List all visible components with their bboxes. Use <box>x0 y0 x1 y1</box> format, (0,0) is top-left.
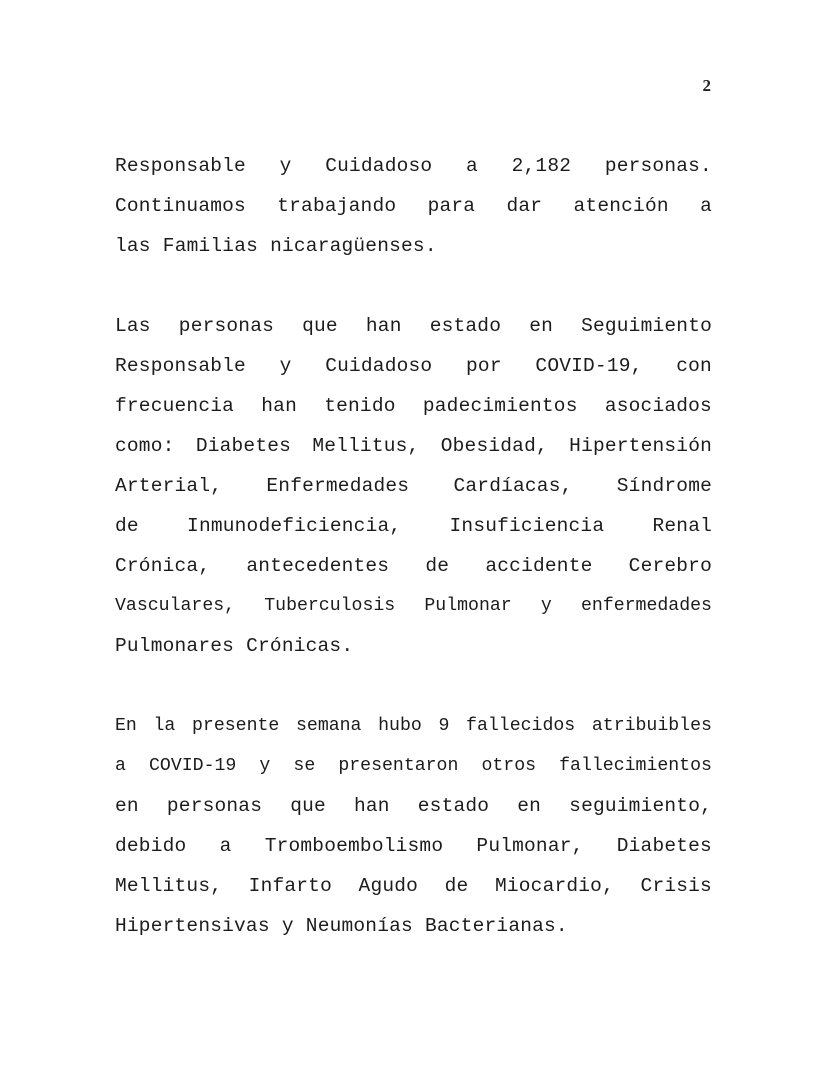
text-line <box>115 186 712 226</box>
page-number: 2 <box>702 76 711 95</box>
word: presente <box>192 716 280 736</box>
word: otros <box>481 756 537 776</box>
text-line <box>115 626 712 666</box>
word: Cardíacas, <box>453 475 573 497</box>
word: Responsable <box>115 355 246 377</box>
word: se <box>293 756 316 776</box>
word: en <box>517 795 542 817</box>
word: a <box>115 756 126 776</box>
text-line <box>115 906 712 946</box>
word: y <box>281 915 294 937</box>
word: accidente <box>485 555 593 577</box>
word: Arterial, <box>115 475 223 497</box>
text-line <box>115 546 712 586</box>
word: Mellitus, <box>312 435 420 457</box>
word: para <box>427 195 476 217</box>
text-line <box>115 706 712 746</box>
word: a <box>700 195 712 217</box>
word: Pulmonar <box>424 596 512 616</box>
word: En <box>115 716 137 736</box>
word: Síndrome <box>616 475 712 497</box>
word: antecedentes <box>246 555 390 577</box>
text-line <box>115 346 712 386</box>
word: Pulmonares <box>115 635 235 657</box>
word: Diabetes <box>616 835 712 857</box>
word: la <box>153 716 176 736</box>
word: COVID-19 <box>149 756 237 776</box>
word: por <box>466 355 502 377</box>
word: Insuficiencia <box>449 515 605 537</box>
word: a <box>466 155 478 177</box>
word: Hipertensivas <box>115 915 270 937</box>
word: a <box>219 835 232 857</box>
word: Familias <box>162 235 259 257</box>
word: padecimientos <box>422 395 578 417</box>
word: Crónicas. <box>246 635 354 657</box>
word: 9 <box>438 716 450 736</box>
text-line <box>115 386 712 426</box>
word: de <box>115 515 139 537</box>
text-line <box>115 426 712 466</box>
word: han <box>353 795 390 817</box>
text-line <box>115 746 712 786</box>
document-body <box>115 146 712 946</box>
word: Infarto <box>248 875 332 897</box>
word: han <box>365 315 402 337</box>
word: dar <box>506 195 543 217</box>
word: Renal <box>652 515 712 537</box>
word: Cuidadoso <box>325 155 433 177</box>
word: como: <box>115 435 175 457</box>
word: Responsable <box>115 155 246 177</box>
text-line <box>115 226 712 266</box>
word: Las <box>115 315 151 337</box>
word: Bacterianas. <box>425 915 568 937</box>
text-line <box>115 146 712 186</box>
word: estado <box>429 315 502 337</box>
word: en <box>115 795 139 817</box>
word: Agudo <box>358 875 419 897</box>
word: debido <box>115 835 187 857</box>
paragraph-1 <box>115 146 712 266</box>
paragraph-3 <box>115 706 712 946</box>
word: Mellitus, <box>115 875 223 897</box>
text-line <box>115 786 712 826</box>
word: y <box>259 756 271 776</box>
word: Enfermedades <box>266 475 410 497</box>
word: Tromboembolismo <box>264 835 444 857</box>
text-line <box>115 306 712 346</box>
word: de <box>425 555 450 577</box>
text-line <box>115 866 712 906</box>
word: 2,182 <box>511 155 572 177</box>
word: que <box>290 795 326 817</box>
word: personas <box>178 315 275 337</box>
word: Crónica, <box>115 555 211 577</box>
word: fallecimientos <box>559 756 712 776</box>
word: hubo <box>378 716 422 736</box>
word: estado <box>417 795 490 817</box>
word: y <box>279 355 292 377</box>
word: atención <box>573 195 669 217</box>
word: Hipertensión <box>569 435 712 457</box>
word: Crisis <box>640 875 712 897</box>
text-line <box>115 586 712 626</box>
word: las <box>115 235 151 257</box>
word: Obesidad, <box>440 435 548 457</box>
word: COVID-19, <box>535 355 643 377</box>
text-line <box>115 466 712 506</box>
word: Tuberculosis <box>264 596 396 616</box>
word: han <box>261 395 297 417</box>
word: frecuencia <box>115 395 235 417</box>
word: de <box>444 875 469 897</box>
word: fallecidos <box>466 716 576 736</box>
word: Miocardio, <box>494 875 614 897</box>
word: asociados <box>604 395 712 417</box>
text-line <box>115 506 712 546</box>
word: personas. <box>604 155 712 177</box>
word: seguimiento, <box>569 795 712 817</box>
word: Inmunodeficiencia, <box>187 515 402 537</box>
word: en <box>529 315 553 337</box>
word: atribuibles <box>591 716 712 736</box>
word: y <box>540 596 552 616</box>
word: trabajando <box>277 195 397 217</box>
word: tenido <box>324 395 396 417</box>
word: Cuidadoso <box>325 355 433 377</box>
word: semana <box>295 716 362 736</box>
word: con <box>676 355 712 377</box>
word: Pulmonar, <box>476 835 584 857</box>
word: y <box>279 155 292 177</box>
word: nicaragüenses. <box>270 235 437 257</box>
word: que <box>302 315 338 337</box>
word: Diabetes <box>195 435 292 457</box>
word: Seguimiento <box>581 315 712 337</box>
word: personas <box>166 795 263 817</box>
paragraph-2 <box>115 306 712 666</box>
word: enfermedades <box>580 596 712 616</box>
text-line <box>115 826 712 866</box>
word: presentaron <box>338 756 459 776</box>
word: Continuamos <box>115 195 246 217</box>
word: Neumonías <box>305 915 413 937</box>
word: Vasculares, <box>115 596 236 616</box>
word: Cerebro <box>628 555 712 577</box>
